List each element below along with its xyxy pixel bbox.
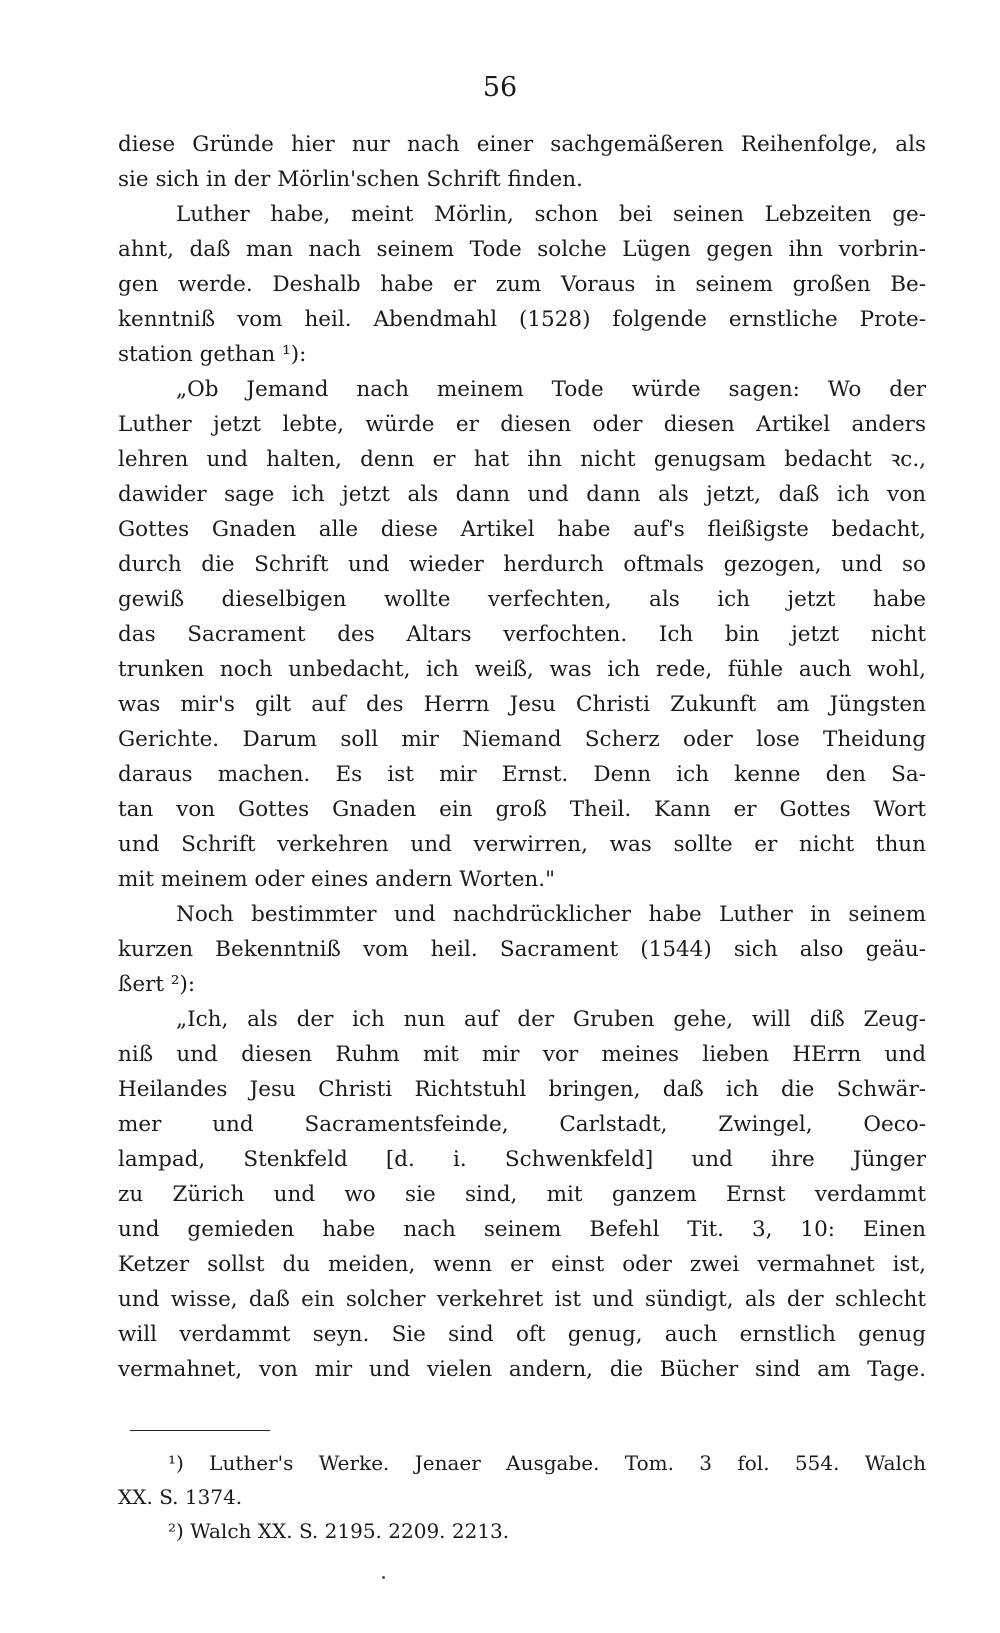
quote-line: und Schrift verkehren und verwirren, was sollte er nicht thun	[118, 832, 926, 857]
ink-speck	[382, 1576, 385, 1579]
footnotes	[118, 1446, 926, 1548]
quote-line: „Ich, als der ich nun auf der Gruben gehe, will diß Zeug-	[176, 1007, 926, 1032]
quote-line: und wisse, daß ein solcher verkehret ist und sündigt, als der schlecht	[118, 1287, 926, 1312]
quote-line: Luther jetzt lebte, würde er diesen oder diesen Artikel anders	[118, 412, 926, 437]
text-line: station gethan ¹):	[118, 342, 307, 367]
quote-line: mit meinem oder eines andern Worten."	[118, 867, 556, 892]
quote-line: Gerichte. Darum soll mir Niemand Scherz oder lose Theidung	[118, 727, 926, 752]
body-text	[118, 127, 926, 1387]
quote-line: gewiß dieselbigen wollte verfechten, als ich jetzt habe	[118, 587, 926, 612]
quote-line: tan von Gottes Gnaden ein groß Theil. Kann er Gottes Wort	[118, 797, 926, 822]
quote-line: zu Zürich und wo sie sind, mit ganzem Ernst verdammt	[118, 1182, 926, 1207]
text-line: Noch bestimmter und nachdrücklicher habe Luther in seinem	[176, 902, 926, 927]
quote-line: lampad, Stenkfeld [d. i. Schwenkfeld] und ihre Jünger	[118, 1147, 926, 1172]
text-line: ßert ²):	[118, 972, 196, 997]
quote-line: trunken noch unbedacht, ich weiß, was ich rede, fühle auch wohl,	[118, 657, 926, 682]
quote-line: „Ob Jemand nach meinem Tode würde sagen: Wo der	[176, 377, 926, 402]
text-line: kenntniß vom heil. Abendmahl (1528) folgende ernstliche Prote-	[118, 307, 926, 332]
quote-line: das Sacrament des Altars verfochten. Ich bin jetzt nicht	[118, 622, 926, 647]
quote-line: niß und diesen Ruhm mit mir vor meines lieben HErrn und	[118, 1042, 926, 1067]
quote-line: Gottes Gnaden alle diese Artikel habe auf's fleißigste bedacht,	[118, 517, 926, 542]
text-line: kurzen Bekenntniß vom heil. Sacrament (1544) sich also geäu-	[118, 937, 926, 962]
quote-line: Ketzer sollst du meiden, wenn er einst oder zwei vermahnet ist,	[118, 1252, 926, 1277]
footnote-separator	[130, 1430, 270, 1431]
text-line: ahnt, daß man nach seinem Tode solche Lügen gegen ihn vorbrin-	[118, 237, 926, 262]
quote-line: und gemieden habe nach seinem Befehl Tit. 3, 10: Einen	[118, 1217, 926, 1242]
quote-line: will verdammt seyn. Sie sind oft genug, auch ernstlich genug	[118, 1322, 926, 1347]
quote-line: was mir's gilt auf des Herrn Jesu Christi Zukunft am Jüngsten	[118, 692, 926, 717]
text-line: Luther habe, meint Mörlin, schon bei seinen Lebzeiten ge-	[176, 202, 926, 227]
quote-line: mer und Sacramentsfeinde, Carlstadt, Zwingel, Oeco-	[118, 1112, 926, 1137]
text-line: sie sich in der Mörlin'schen Schrift finden.	[118, 167, 583, 192]
quote-line: dawider sage ich jetzt als dann und dann als jetzt, daß ich von	[118, 482, 926, 507]
quote-line: durch die Schrift und wieder herdurch oftmals gezogen, und so	[118, 552, 926, 577]
footnote-line: XX. S. 1374.	[118, 1485, 243, 1509]
text-line: gen werde. Deshalb habe er zum Voraus in seinem großen Be-	[118, 272, 926, 297]
quote-line: lehren und halten, denn er hat ihn nicht genugsam bedacht ꝛc.,	[118, 447, 926, 472]
quote-line: daraus machen. Es ist mir Ernst. Denn ich kenne den Sa-	[118, 762, 926, 787]
text-line: diese Gründe hier nur nach einer sachgemäßeren Reihenfolge, als	[118, 132, 926, 157]
page-number: 56	[482, 72, 518, 103]
quote-line: Heilandes Jesu Christi Richtstuhl bringen, daß ich die Schwär-	[118, 1077, 926, 1102]
footnote-line: ¹) Luther's Werke. Jenaer Ausgabe. Tom. 3 fol. 554. Walch	[168, 1451, 926, 1475]
footnote-line: ²) Walch XX. S. 2195. 2209. 2213.	[168, 1519, 510, 1543]
quote-line: vermahnet, von mir und vielen andern, die Bücher sind am Tage.	[118, 1357, 926, 1382]
